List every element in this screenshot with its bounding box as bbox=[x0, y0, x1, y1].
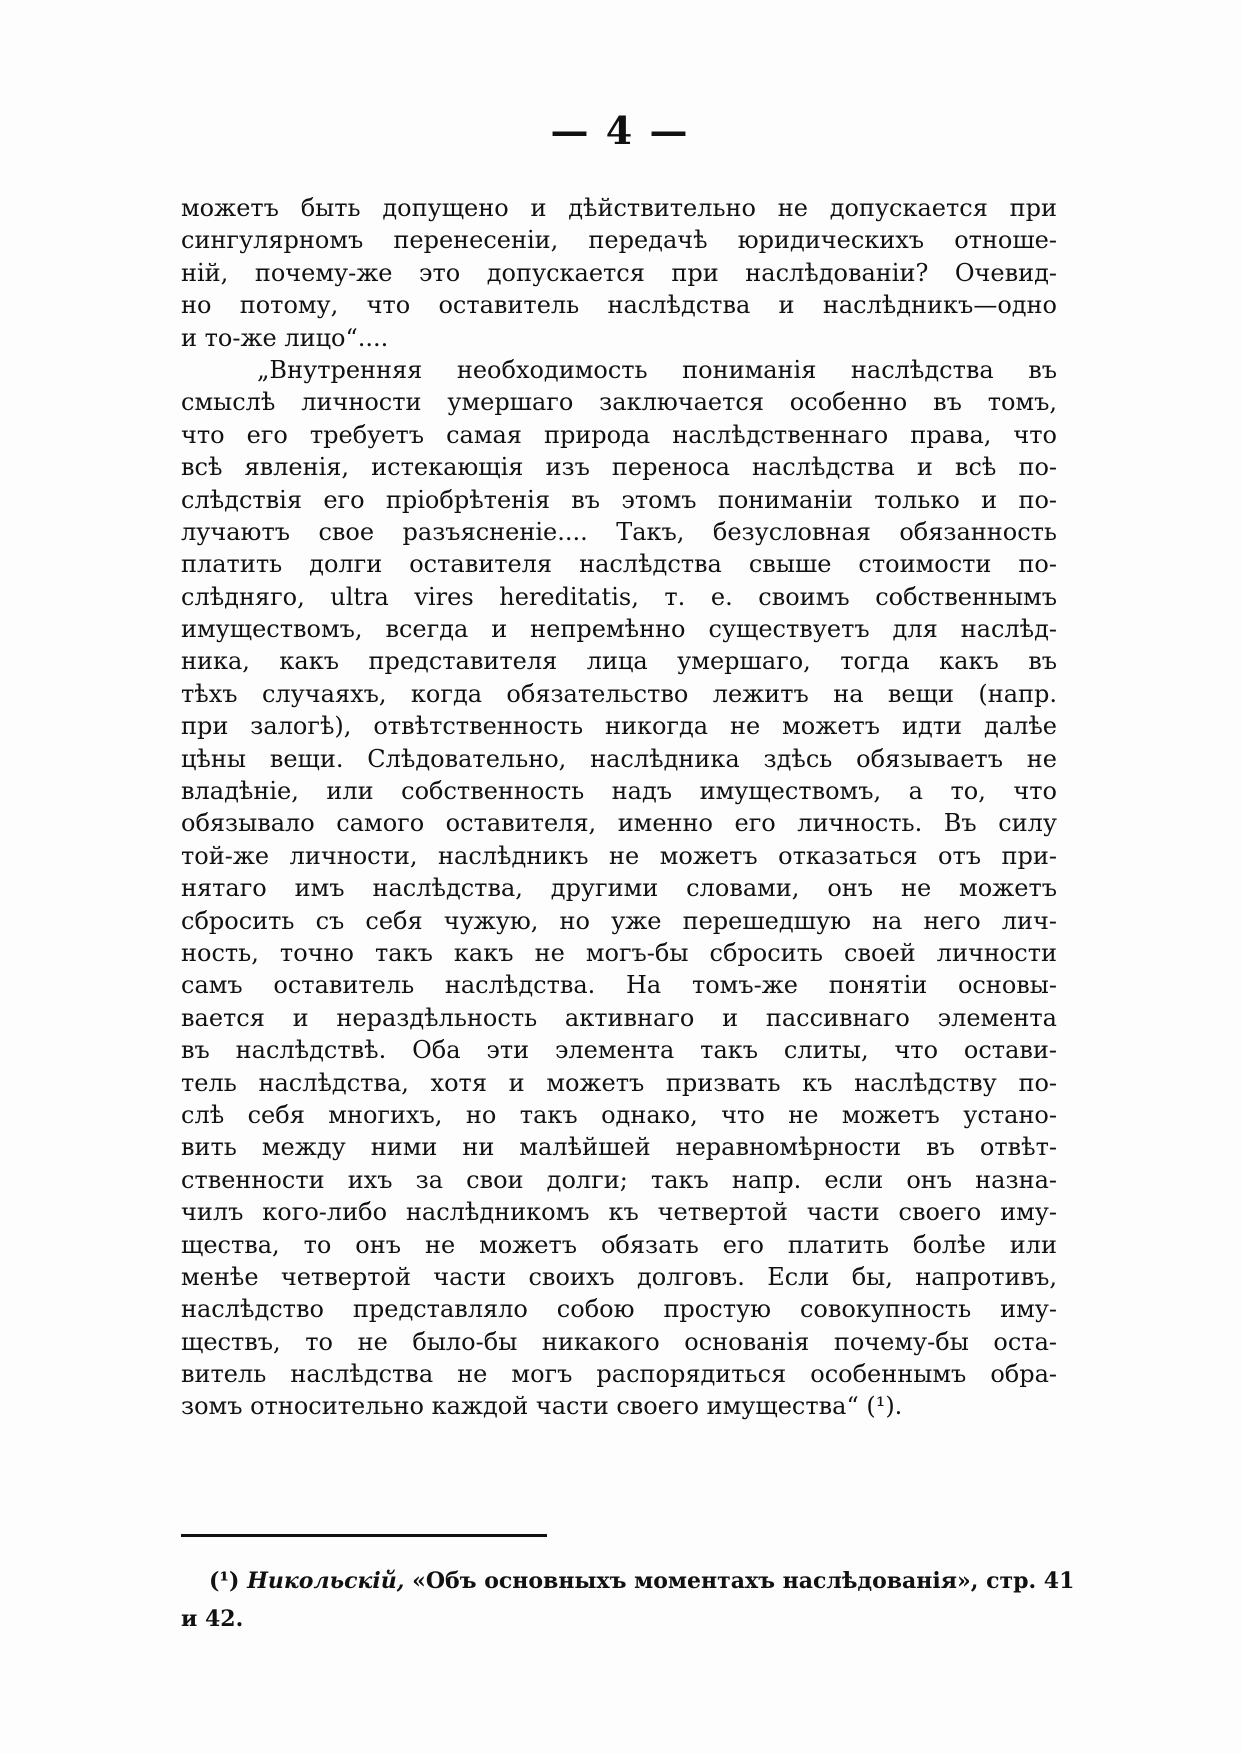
text-line: владѣніе, или собственность надъ имуществомъ, а то, что bbox=[181, 777, 1057, 806]
text-line: лучаютъ свое разъясненіе.... Такъ, безусловная обязанность bbox=[181, 517, 1057, 546]
text-line: можетъ быть допущено и дѣйствительно не допускается при bbox=[181, 194, 1057, 222]
text-line: слѣдствія его пріобрѣтенія въ этомъ пониманіи только и по- bbox=[181, 485, 1057, 514]
text-line: въ наслѣдствѣ. Оба эти элемента такъ слиты, что остави- bbox=[181, 1036, 1057, 1065]
text-line: сбросить съ себя чужую, но уже перешедшую на него лич- bbox=[181, 906, 1057, 935]
text-line: щества, то онъ не можетъ обязать его платить болѣе или bbox=[181, 1230, 1057, 1259]
text-line: зомъ относительно каждой части своего имущества“ (¹). bbox=[181, 1392, 903, 1421]
text-line: вается и нераздѣльность активнаго и пассивнаго элемента bbox=[181, 1003, 1057, 1032]
page-number: — 4 — bbox=[550, 108, 690, 153]
text-line: вить между ними ни малѣйшей неравномѣрности въ отвѣт- bbox=[181, 1133, 1057, 1162]
text-line: менѣе четвертой части своихъ долговъ. Если бы, напротивъ, bbox=[181, 1262, 1057, 1291]
text-line: „Внутренняя необходимость пониманія наслѣдства въ bbox=[257, 355, 1057, 384]
text-line: платить долги оставителя наслѣдства свыше стоимости по- bbox=[181, 550, 1057, 579]
text-line: цѣны вещи. Слѣдовательно, наслѣдника здѣсь обязываетъ не bbox=[181, 744, 1057, 773]
text-line: тель наслѣдства, хотя и можетъ призвать къ наслѣдству по- bbox=[181, 1068, 1057, 1097]
body-text bbox=[181, 192, 1057, 1423]
text-line: той-же личности, наслѣдникъ не можетъ отказаться отъ при- bbox=[181, 841, 1057, 870]
footnote-continuation: и 42. bbox=[181, 1606, 244, 1632]
text-line: обязывало самого оставителя, именно его личность. Въ силу bbox=[181, 809, 1057, 838]
footnote-author: Никольскій, bbox=[247, 1568, 405, 1594]
text-line: слѣдняго, ultra vires hereditatis, т. е. своимъ собственнымъ bbox=[181, 582, 1057, 611]
text-line: слѣ себя многихъ, но такъ однако, что не можетъ устано- bbox=[181, 1100, 1057, 1129]
footnote bbox=[181, 1562, 1075, 1638]
footnote-divider bbox=[181, 1534, 547, 1537]
text-line: витель наслѣдства не могъ распорядиться особеннымъ обра- bbox=[181, 1360, 1057, 1389]
text-line: смыслѣ личности умершаго заключается особенно въ томъ, bbox=[181, 388, 1057, 417]
text-line: тѣхъ случаяхъ, когда обязательство лежитъ на вещи (напр. bbox=[181, 679, 1057, 708]
text-line: всѣ явленія, истекающія изъ переноса наслѣдства и всѣ по- bbox=[181, 453, 1057, 482]
text-line: нятаго имъ наслѣдства, другими словами, онъ не можетъ bbox=[181, 874, 1057, 903]
text-line: ній, почему-же это допускается при наслѣдованіи? Очевид- bbox=[181, 258, 1057, 287]
text-line: и то-же лицо“.... bbox=[181, 323, 389, 352]
text-line: ществъ, то не было-бы никакого основанія почему-бы оста- bbox=[181, 1327, 1057, 1356]
text-line: ность, точно такъ какъ не могъ-бы сбросить своей личности bbox=[181, 938, 1057, 967]
text-line: ника, какъ представителя лица умершаго, тогда какъ въ bbox=[181, 647, 1057, 676]
text-line: самъ оставитель наслѣдства. На томъ-же понятіи основы- bbox=[181, 971, 1057, 1000]
text-line: ственности ихъ за свои долги; такъ напр. если онъ назна- bbox=[181, 1165, 1057, 1194]
text-line: при залогѣ), отвѣтственность никогда не можетъ идти далѣе bbox=[181, 712, 1057, 741]
text-line: сингулярномъ перенесеніи, передачѣ юридическихъ отноше- bbox=[181, 226, 1057, 255]
text-line: наслѣдство представляло собою простую совокупность иму- bbox=[181, 1295, 1057, 1324]
text-line: но потому, что оставитель наслѣдства и наслѣдникъ—одно bbox=[181, 291, 1057, 320]
text-line: что его требуетъ самая природа наслѣдственнаго права, что bbox=[181, 420, 1057, 449]
text-line: имуществомъ, всегда и непремѣнно существуетъ для наслѣд- bbox=[181, 615, 1057, 644]
text-line: чилъ кого-либо наслѣдникомъ къ четвертой части своего иму- bbox=[181, 1198, 1057, 1227]
footnote-citation: «Объ основныхъ моментахъ наслѣдованія», стр. 41 bbox=[412, 1568, 1075, 1594]
footnote-line bbox=[181, 1562, 1075, 1600]
footnote-marker: (¹) bbox=[209, 1568, 240, 1594]
